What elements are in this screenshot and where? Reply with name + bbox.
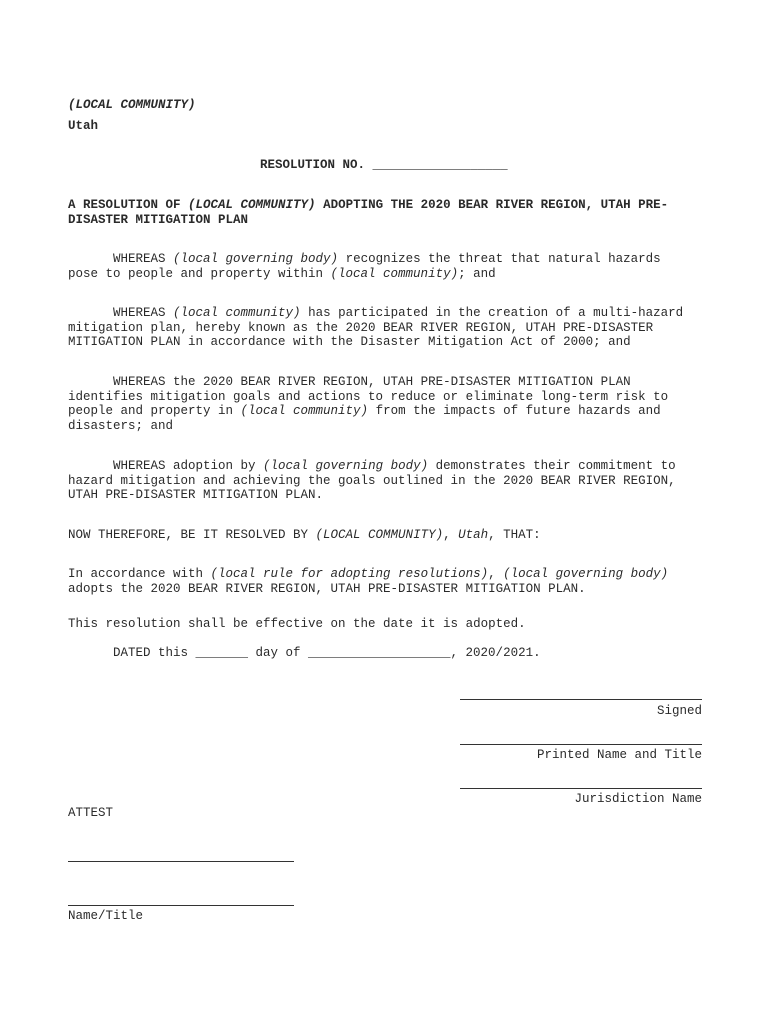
attest-label: ATTEST — [68, 806, 114, 820]
attest-signature-line[interactable] — [68, 861, 294, 862]
attest-name-line[interactable] — [68, 905, 294, 906]
effective-clause: This resolution shall be effective on the date it is adopted. — [68, 617, 526, 631]
state-label: Utah — [68, 119, 99, 133]
resolution-number-blank: __________________ — [372, 158, 508, 172]
jurisdiction-line[interactable] — [460, 788, 702, 789]
resolution-title: A RESOLUTION OF (LOCAL COMMUNITY) ADOPTING THE 2020 BEAR RIVER REGION, UTAH PRE- DISASTER MITIGATION PLAN — [68, 198, 669, 227]
jurisdiction-label: Jurisdiction Name — [574, 792, 702, 806]
whereas-paragraph-1: WHEREAS (local governing body) recognizes the threat that natural hazards pose to people and property within (local community); and — [68, 252, 661, 281]
resolved-clause: NOW THEREFORE, BE IT RESOLVED BY (LOCAL COMMUNITY), Utah, THAT: — [68, 528, 541, 542]
signed-label: Signed — [656, 704, 702, 718]
printed-name-line[interactable] — [460, 744, 702, 745]
adoption-clause: In accordance with (local rule for adopting resolutions), (local governing body) adopts the 2020 BEAR RIVER REGION, UTAH PRE-DISASTER MITIGATION PLAN. — [68, 567, 669, 596]
community-placeholder: (LOCAL COMMUNITY) — [68, 98, 196, 112]
whereas-paragraph-2: WHEREAS (local community) has participated in the creation of a multi-hazard mitigation plan, hereby known as the 2020 BEAR RIVER REGION, UTAH PRE-DISASTER MITIGATION PLAN in accordance with the Disaster Mitigation Act of 2000; and — [68, 306, 684, 350]
printed-name-label: Printed Name and Title — [536, 748, 702, 762]
signed-line[interactable] — [460, 699, 702, 700]
dated-line: DATED this _______ day of ___________________, 2020/2021. — [113, 646, 541, 660]
name-title-label: Name/Title — [68, 909, 144, 923]
whereas-paragraph-4: WHEREAS adoption by (local governing body) demonstrates their commitment to hazard mitigation and achieving the goals outlined in the 2020 BEAR RIVER REGION, UTAH PRE-DISASTER MITIGATION PLAN. — [68, 459, 676, 503]
whereas-paragraph-3: WHEREAS the 2020 BEAR RIVER REGION, UTAH PRE-DISASTER MITIGATION PLAN identifies mitigation goals and actions to reduce or eliminate long-term risk to people and property in (local community) from the impacts of future hazards and disasters; and — [68, 375, 669, 433]
resolution-number — [260, 158, 508, 173]
resolution-label: RESOLUTION NO. — [260, 158, 366, 172]
